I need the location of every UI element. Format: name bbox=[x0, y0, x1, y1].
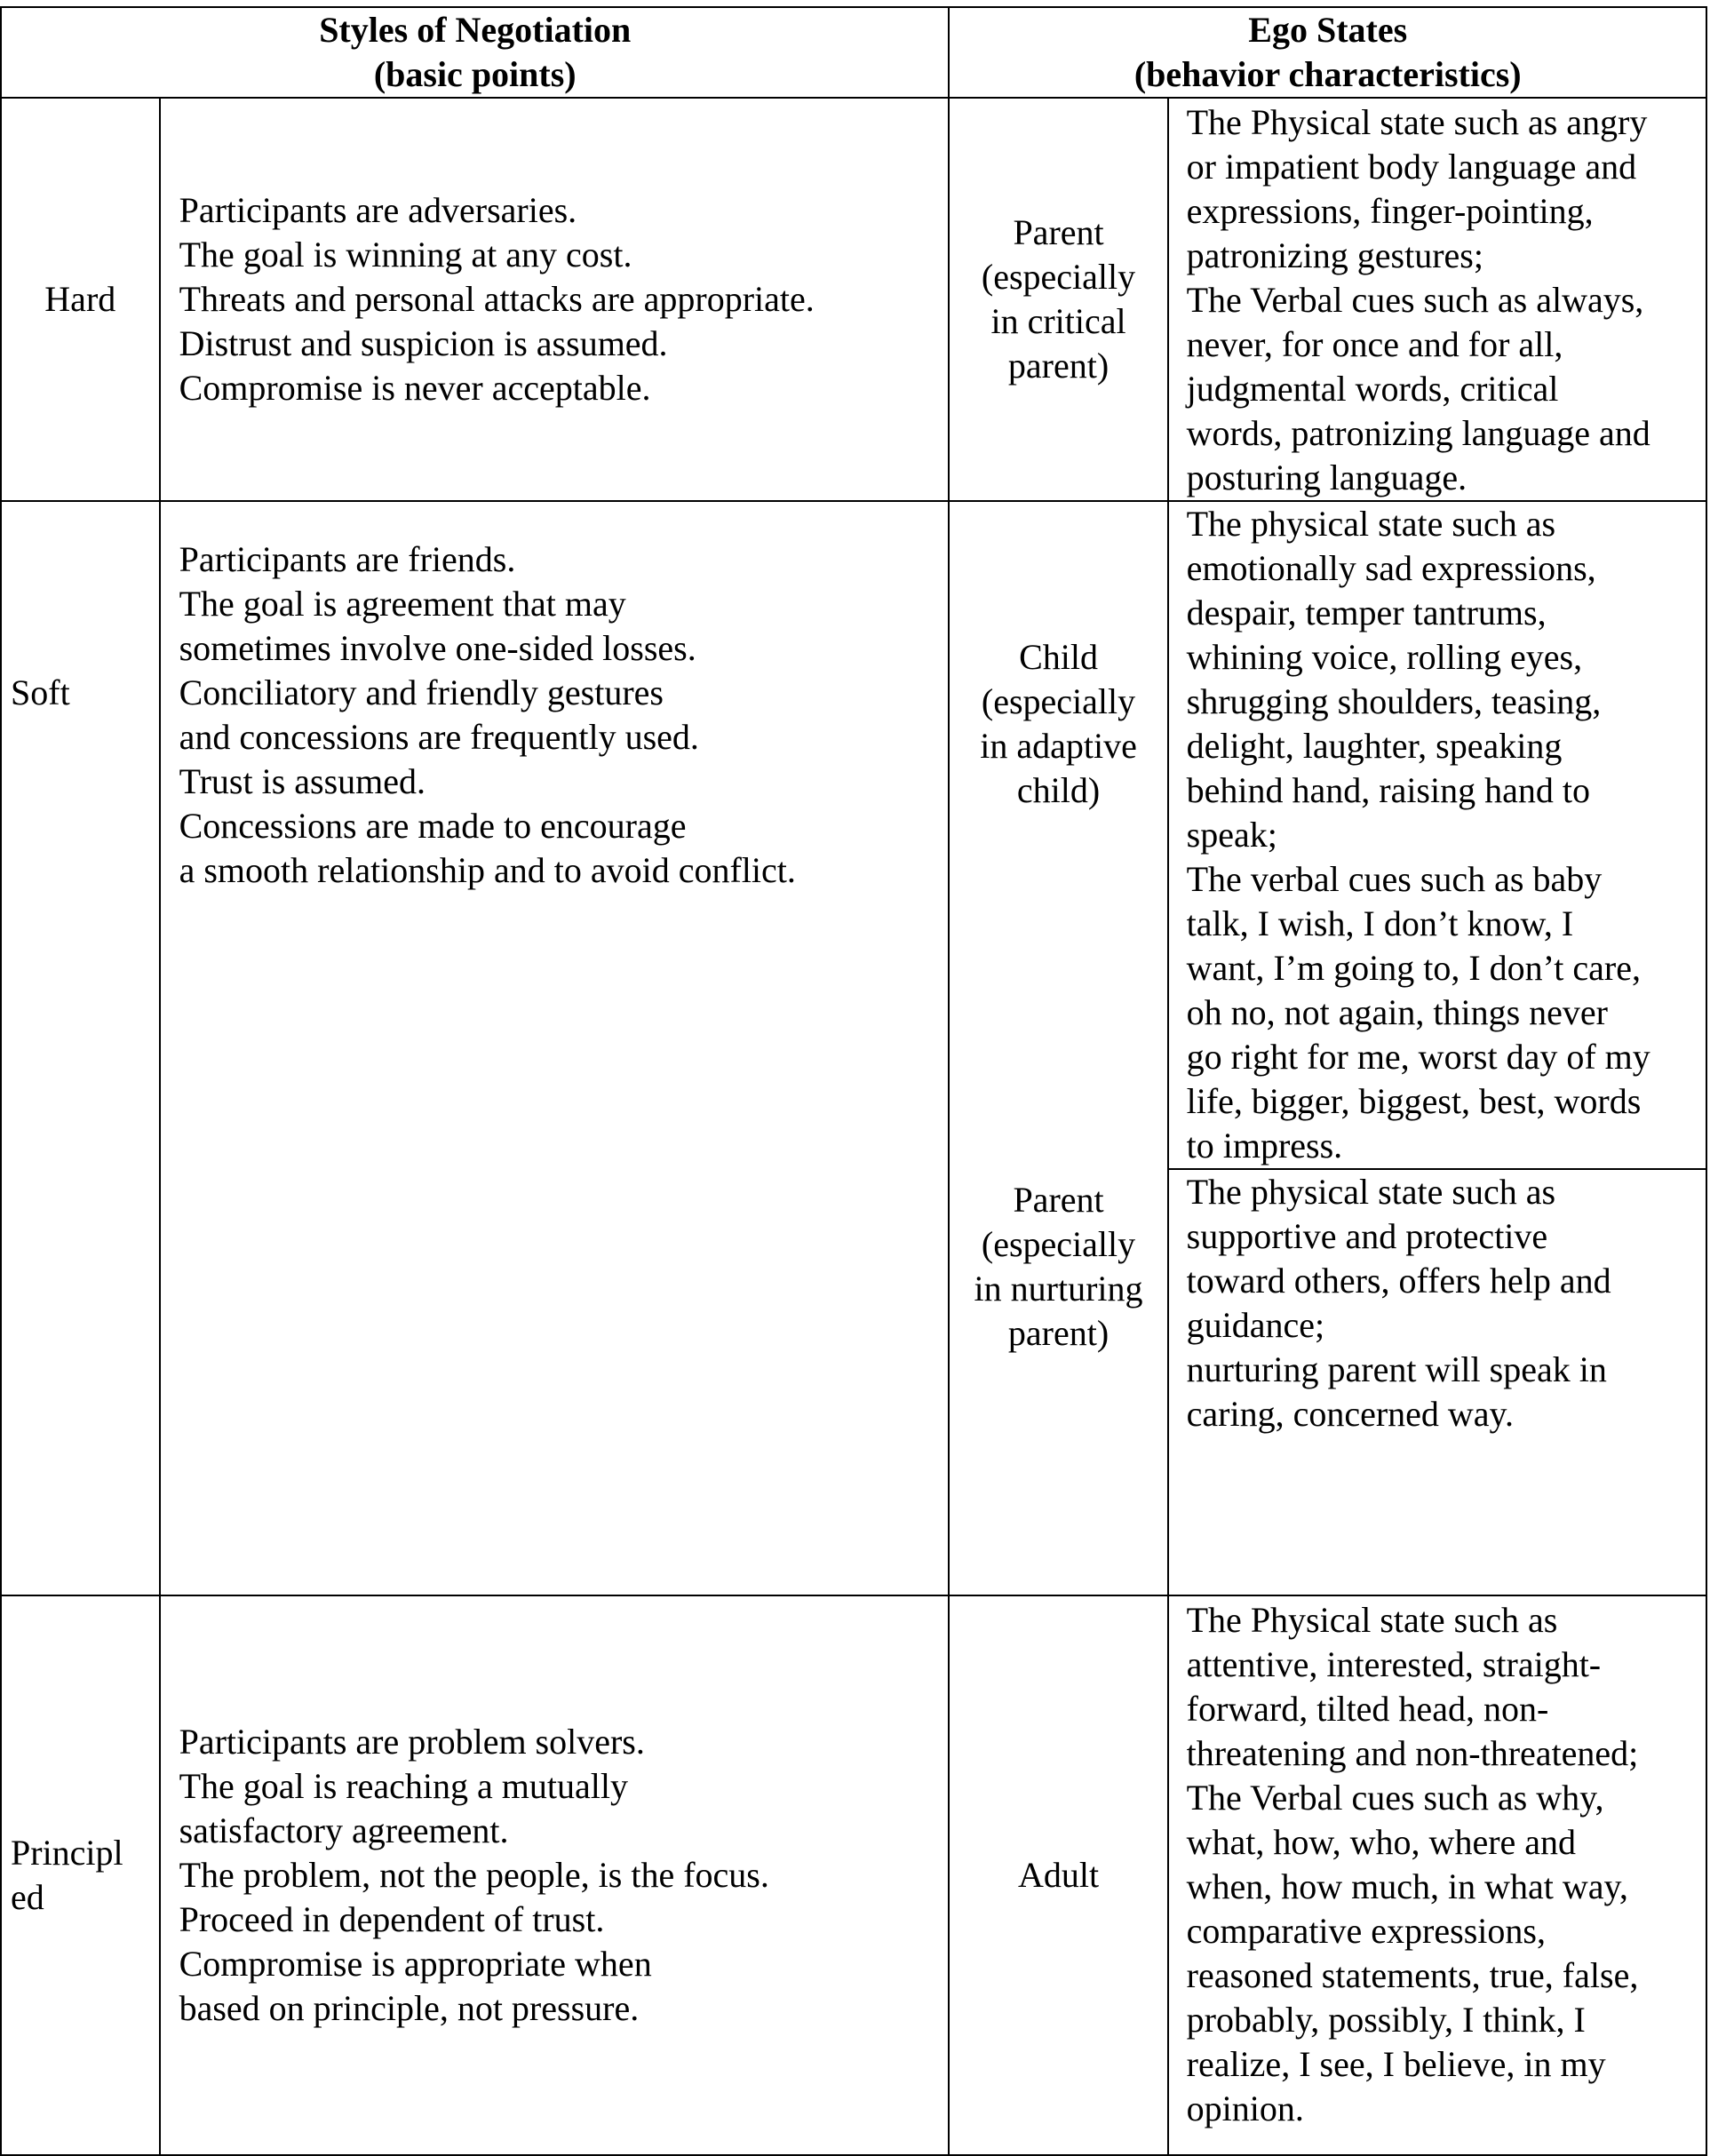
desc-line: supportive and protective bbox=[1186, 1216, 1548, 1256]
point-line: Participants are adversaries. bbox=[179, 190, 577, 230]
style-principled bbox=[1, 1595, 160, 2155]
header-row bbox=[1, 7, 1706, 98]
point-line: Concessions are made to encourage bbox=[179, 806, 687, 846]
header-left-subtitle: (basic points) bbox=[373, 54, 577, 94]
ego-state-critical-parent bbox=[949, 98, 1167, 501]
desc-line: nurturing parent will speak in bbox=[1186, 1349, 1607, 1389]
desc-line: expressions, finger-pointing, bbox=[1186, 191, 1594, 231]
desc-line: talk, I wish, I don’t know, I bbox=[1186, 903, 1574, 943]
point-line: and concessions are frequently used. bbox=[179, 717, 699, 757]
desc-line: The Verbal cues such as always, bbox=[1186, 280, 1644, 320]
ego-line: in adaptive bbox=[980, 726, 1137, 766]
desc-line: comparative expressions, bbox=[1186, 1911, 1546, 1951]
style-principled-line2: ed bbox=[11, 1877, 44, 1917]
desc-line: probably, possibly, I think, I bbox=[1186, 2000, 1586, 2040]
table-row-principled bbox=[1, 1595, 1706, 2155]
points-soft bbox=[160, 501, 950, 1595]
desc-line: threatening and non-threatened; bbox=[1186, 1733, 1639, 1773]
ego-line: (especially bbox=[981, 257, 1136, 297]
ego-line: in critical bbox=[990, 301, 1126, 341]
point-line: The goal is agreement that may bbox=[179, 584, 626, 624]
negotiation-ego-table bbox=[0, 6, 1707, 2156]
desc-line: judgmental words, critical bbox=[1186, 369, 1559, 409]
ego-line: Parent bbox=[1013, 1180, 1104, 1220]
desc-adaptive-child bbox=[1168, 501, 1706, 1169]
desc-line: to impress. bbox=[1186, 1126, 1343, 1166]
desc-line: The verbal cues such as baby bbox=[1186, 859, 1603, 899]
ego-line: parent) bbox=[1007, 346, 1110, 386]
ego-line: (especially bbox=[981, 681, 1136, 721]
ego-line: child) bbox=[1016, 770, 1101, 810]
ego-line: (especially bbox=[981, 1224, 1136, 1264]
header-ego-states bbox=[949, 7, 1706, 98]
point-line: Threats and personal attacks are appropriate. bbox=[179, 279, 815, 319]
desc-line: The physical state such as bbox=[1186, 504, 1556, 544]
point-line: Proceed in dependent of trust. bbox=[179, 1899, 605, 1939]
point-line: Distrust and suspicion is assumed. bbox=[179, 323, 668, 363]
point-line: Participants are friends. bbox=[179, 539, 516, 579]
point-line: based on principle, not pressure. bbox=[179, 1988, 640, 2028]
desc-line: never, for once and for all, bbox=[1186, 324, 1563, 364]
desc-line: delight, laughter, speaking bbox=[1186, 726, 1563, 766]
desc-line: realize, I see, I believe, in my bbox=[1186, 2044, 1606, 2084]
point-line: The problem, not the people, is the focus. bbox=[179, 1855, 769, 1895]
desc-line: oh no, not again, things never bbox=[1186, 992, 1608, 1032]
ego-line: Child bbox=[1019, 637, 1098, 677]
header-right-title: Ego States bbox=[1248, 10, 1408, 50]
desc-adult bbox=[1168, 1595, 1706, 2155]
point-line: Conciliatory and friendly gestures bbox=[179, 672, 664, 712]
desc-line: whining voice, rolling eyes, bbox=[1186, 637, 1583, 677]
point-line: a smooth relationship and to avoid conflict. bbox=[179, 850, 796, 890]
desc-nurturing-parent bbox=[1168, 1169, 1706, 1595]
desc-line: want, I’m going to, I don’t care, bbox=[1186, 948, 1641, 988]
point-line: The goal is winning at any cost. bbox=[179, 235, 632, 274]
point-line: Trust is assumed. bbox=[179, 761, 426, 801]
point-line: sometimes involve one-sided losses. bbox=[179, 628, 696, 668]
desc-line: behind hand, raising hand to bbox=[1186, 770, 1590, 810]
desc-line: reasoned statements, true, false, bbox=[1186, 1955, 1639, 1995]
point-line: Participants are problem solvers. bbox=[179, 1722, 645, 1762]
desc-line: guidance; bbox=[1186, 1305, 1325, 1345]
point-line: The goal is reaching a mutually bbox=[179, 1766, 628, 1806]
header-left-title: Styles of Negotiation bbox=[319, 10, 632, 50]
points-principled bbox=[160, 1595, 950, 2155]
point-line: satisfactory agreement. bbox=[179, 1810, 509, 1850]
header-right-subtitle: (behavior characteristics) bbox=[1133, 54, 1522, 94]
ego-state-nurturing-parent bbox=[949, 1169, 1167, 1595]
desc-line: what, how, who, where and bbox=[1186, 1822, 1577, 1862]
point-line: Compromise is appropriate when bbox=[179, 1944, 652, 1984]
desc-line: or impatient body language and bbox=[1186, 147, 1637, 187]
desc-line: life, bigger, biggest, best, words bbox=[1186, 1081, 1642, 1121]
table-row-hard bbox=[1, 98, 1706, 501]
desc-line: forward, tilted head, non- bbox=[1186, 1689, 1549, 1729]
desc-line: attentive, interested, straight- bbox=[1186, 1644, 1602, 1684]
desc-line: speak; bbox=[1186, 815, 1277, 855]
ego-line: in nurturing bbox=[974, 1269, 1143, 1309]
desc-line: opinion. bbox=[1186, 2088, 1304, 2128]
desc-line: shrugging shoulders, teasing, bbox=[1186, 681, 1602, 721]
style-soft: Soft bbox=[1, 501, 160, 1595]
desc-line: words, patronizing language and bbox=[1186, 413, 1650, 453]
points-hard bbox=[160, 98, 950, 501]
desc-line: emotionally sad expressions, bbox=[1186, 548, 1596, 588]
desc-line: posturing language. bbox=[1186, 457, 1467, 497]
style-principled-line1: Principl bbox=[11, 1833, 123, 1873]
desc-line: The Verbal cues such as why, bbox=[1186, 1778, 1604, 1818]
ego-state-adaptive-child bbox=[949, 501, 1167, 1169]
table-row-soft-child bbox=[1, 501, 1706, 1169]
ego-line: parent) bbox=[1007, 1313, 1110, 1353]
desc-line: go right for me, worst day of my bbox=[1186, 1037, 1650, 1077]
desc-critical-parent bbox=[1168, 98, 1706, 501]
style-hard: Hard bbox=[1, 98, 160, 501]
ego-state-adult: Adult bbox=[949, 1595, 1167, 2155]
desc-line: patronizing gestures; bbox=[1186, 235, 1483, 275]
desc-line: The Physical state such as bbox=[1186, 1600, 1558, 1640]
desc-line: despair, temper tantrums, bbox=[1186, 593, 1547, 632]
point-line: Compromise is never acceptable. bbox=[179, 368, 651, 408]
desc-line: when, how much, in what way, bbox=[1186, 1866, 1628, 1906]
desc-line: The physical state such as bbox=[1186, 1172, 1556, 1212]
desc-line: caring, concerned way. bbox=[1186, 1394, 1514, 1434]
header-styles-of-negotiation bbox=[1, 7, 949, 98]
desc-line: toward others, offers help and bbox=[1186, 1261, 1611, 1301]
ego-line: Parent bbox=[1013, 212, 1104, 252]
desc-line: The Physical state such as angry bbox=[1186, 102, 1648, 142]
